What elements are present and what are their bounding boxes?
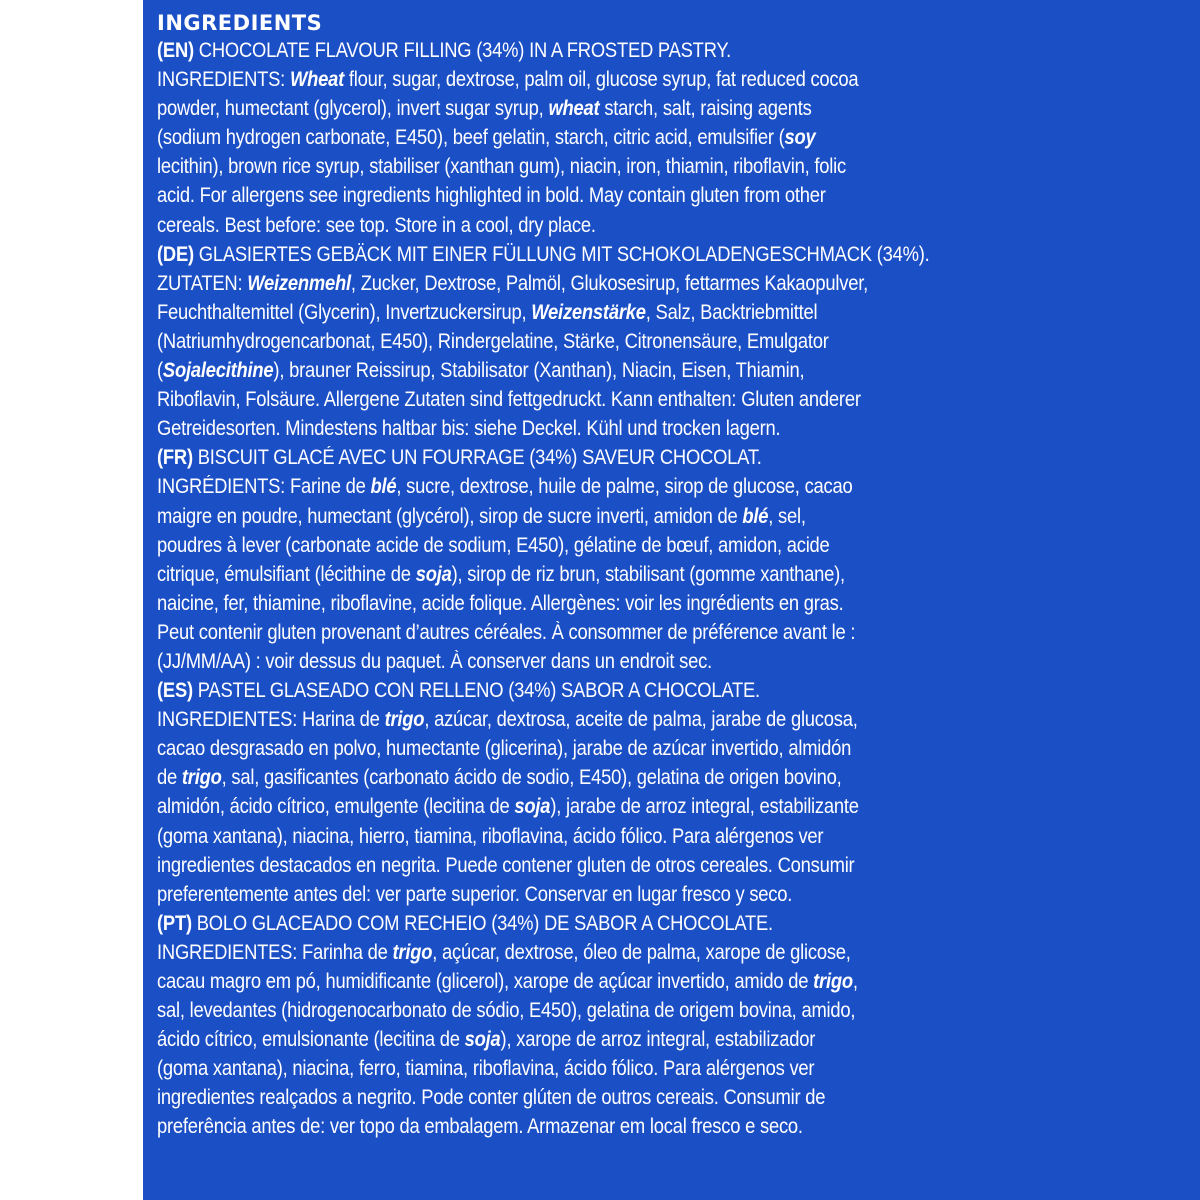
ingredients-line	[157, 472, 1070, 501]
allergen-highlight: Wheat	[289, 68, 344, 92]
ingredients-text-segment: (	[157, 359, 163, 383]
ingredients-text-segment: ), jarabe de arroz integral, estabilizante	[550, 795, 859, 819]
allergen-highlight: Sojalecithine	[162, 359, 274, 383]
ingredients-line	[157, 822, 1070, 851]
ingredients-text-segment: sal, levedantes (hidrogenocarbonato de sódio, E450), gelatina de origem bovina, amido,	[157, 999, 856, 1023]
ingredients-text-segment: almidón, ácido cítrico, emulgente (lecitina de	[157, 795, 515, 819]
ingredients-text-segment: ), sirop de riz brun, stabilisant (gomme xanthane),	[451, 562, 845, 586]
ingredients-line	[157, 1025, 1070, 1054]
allergen-emphasis	[182, 766, 222, 789]
ingredients-text-segment: de	[157, 766, 182, 790]
ingredients-line	[157, 36, 1070, 65]
ingredients-text-segment: INGREDIENTES: Farinha de	[157, 940, 393, 964]
ingredients-text-segment: cacau magro em pó, humidificante (glicerol), xarope de açúcar invertido, amido de	[157, 970, 814, 993]
ingredients-text-segment: Riboflavin, Folsäure. Allergene Zutaten sind fettgedruckt. Kann enthalten: Gluten anderer	[157, 388, 861, 412]
ingredients-line	[157, 356, 1070, 385]
allergen-highlight: wheat	[548, 97, 600, 121]
ingredients-text-segment: flour, sugar, dextrose, palm oil, glucose syrup, fat reduced cocoa	[343, 68, 859, 92]
ingredients-line	[157, 938, 1070, 967]
ingredients-line	[157, 269, 1070, 298]
ingredients-line	[157, 676, 1070, 705]
ingredients-text-segment: poudres à lever (carbonate acide de sodium, E450), gélatine de bœuf, amidon, acide	[157, 533, 830, 557]
ingredients-panel	[143, 0, 1200, 1200]
ingredients-text-segment: (goma xantana), niacina, hierro, tiamina, riboflavina, ácido fólico. Para alérgenos ver	[157, 824, 824, 848]
allergen-highlight: blé	[742, 504, 769, 528]
ingredients-text-segment: preferência antes de: ver topo da embalagem. Armazenar em local fresco e seco.	[157, 1115, 803, 1139]
ingredients-line	[157, 443, 1070, 472]
ingredients-line	[157, 211, 1070, 240]
ingredients-text-segment: INGREDIENTES: Harina de	[157, 708, 385, 732]
ingredients-text-segment: cereals. Best before: see top. Store in a cool, dry place.	[157, 213, 596, 237]
ingredients-text-segment: Peut contenir gluten provenant d’autres céréales. À consommer de préférence avant le :	[157, 620, 856, 644]
ingredients-line	[157, 589, 1070, 618]
ingredients-line	[157, 647, 1070, 676]
allergen-emphasis	[393, 941, 433, 964]
ingredients-line	[157, 94, 1070, 123]
allergen-highlight: Weizenstärke	[531, 300, 646, 324]
ingredients-line	[157, 705, 1070, 734]
ingredients-heading: INGREDIENTS	[157, 11, 323, 35]
ingredients-text-segment: ingredientes destacados en negrita. Puede contener gluten de otros cereales. Consumir	[157, 853, 855, 877]
ingredients-line	[157, 763, 1070, 792]
allergen-emphasis	[548, 97, 599, 120]
ingredients-line	[157, 560, 1070, 589]
language-code-label: (FR)	[157, 446, 193, 470]
allergen-emphasis	[813, 970, 853, 993]
allergen-highlight: trigo	[392, 940, 433, 964]
ingredients-line	[157, 152, 1070, 181]
ingredients-line	[157, 414, 1070, 443]
ingredients-text-segment: (goma xantana), niacina, ferro, tiamina, riboflavina, ácido fólico. Para alérgenos ver	[157, 1057, 815, 1081]
ingredients-text-segment: ZUTATEN:	[157, 271, 248, 295]
ingredients-text-segment: ingredientes realçados a negrito. Pode conter glúten de outros cereais. Consumir de	[157, 1086, 826, 1110]
ingredients-text-segment: naicine, fer, thiamine, riboflavine, acide folique. Allergènes: voir les ingrédients en gras.	[157, 591, 844, 615]
allergen-highlight: soja	[415, 562, 452, 586]
ingredients-text-segment: , açúcar, dextrose, óleo de palma, xarope de glicose,	[432, 940, 851, 964]
ingredients-text-segment: PASTEL GLASEADO CON RELLENO (34%) SABOR A CHOCOLATE.	[192, 679, 760, 703]
ingredients-line	[157, 734, 1070, 763]
language-code-label: (DE)	[157, 242, 194, 266]
ingredients-line	[157, 880, 1070, 909]
ingredients-line	[157, 181, 1070, 210]
ingredients-line	[157, 327, 1070, 356]
allergen-emphasis	[370, 475, 396, 498]
allergen-emphasis	[785, 126, 816, 149]
ingredients-line	[157, 502, 1070, 531]
ingredients-line	[157, 851, 1070, 880]
ingredients-text-segment: , Zucker, Dextrose, Palmöl, Glukosesirup, fettarmes Kakaopulver,	[350, 271, 868, 295]
allergen-emphasis	[163, 359, 274, 382]
ingredients-text-segment: GLASIERTES GEBÄCK MIT EINER FÜLLUNG MIT SCHOKOLADENGESCHMACK (34%).	[193, 242, 930, 266]
ingredients-line	[157, 298, 1070, 327]
allergen-highlight: soja	[464, 1028, 501, 1052]
ingredients-text-segment: cacao desgrasado en polvo, humectante (glicerina), jarabe de azúcar invertido, almidón	[157, 737, 852, 761]
allergen-emphasis	[742, 505, 768, 528]
ingredients-text-segment: Getreidesorten. Mindestens haltbar bis: siehe Deckel. Kühl und trocken lagern.	[157, 417, 781, 441]
ingredients-line	[157, 909, 1070, 938]
allergen-highlight: Weizenmehl	[247, 271, 351, 295]
allergen-emphasis	[416, 563, 452, 586]
ingredients-text-segment: , sucre, dextrose, huile de palme, sirop de glucose, cacao	[396, 475, 853, 499]
ingredients-text-segment: maigre en poudre, humectant (glycérol), sirop de sucre inverti, amidon de	[157, 504, 743, 528]
ingredients-text-segment: INGRÉDIENTS: Farine de	[157, 475, 371, 499]
ingredients-text-segment: (sodium hydrogen carbonate, E450), beef gelatin, starch, citric acid, emulsifier (	[157, 126, 785, 150]
ingredients-line	[157, 792, 1070, 821]
allergen-highlight: blé	[370, 475, 397, 499]
allergen-emphasis	[290, 68, 344, 91]
ingredients-line	[157, 385, 1070, 414]
allergen-emphasis	[385, 708, 425, 731]
ingredients-text	[157, 36, 1200, 1142]
allergen-highlight: trigo	[384, 708, 425, 732]
ingredients-text-segment: CHOCOLATE FLAVOUR FILLING (34%) IN A FROSTED PASTRY.	[193, 39, 731, 62]
ingredients-text-segment: , azúcar, dextrosa, aceite de palma, jarabe de glucosa,	[424, 708, 858, 732]
ingredients-text-segment: (JJ/MM/AA) : voir dessus du paquet. À conserver dans un endroit sec.	[157, 649, 713, 673]
ingredients-text-segment: (Natriumhydrogencarbonat, E450), Rindergelatine, Stärke, Citronensäure, Emulgator	[157, 329, 829, 353]
ingredients-text-segment: , sel,	[768, 504, 806, 528]
ingredients-line	[157, 1112, 1070, 1141]
allergen-highlight: soy	[784, 126, 816, 150]
ingredients-text-segment: lecithin), brown rice syrup, stabiliser (xanthan gum), niacin, iron, thiamin, riboflavin, folic	[157, 155, 846, 179]
ingredients-line	[157, 1054, 1070, 1083]
language-code-label: (EN)	[157, 39, 194, 62]
ingredients-line	[157, 123, 1070, 152]
ingredients-text-segment: BISCUIT GLACÉ AVEC UN FOURRAGE (34%) SAVEUR CHOCOLAT.	[192, 446, 762, 470]
ingredients-line	[157, 240, 1070, 269]
ingredients-text-segment: , Salz, Backtriebmittel	[645, 300, 818, 324]
ingredients-text-segment: starch, salt, raising agents	[599, 97, 812, 121]
ingredients-text-segment: ), xarope de arroz integral, estabilizador	[500, 1028, 816, 1052]
language-code-label: (PT)	[157, 911, 192, 935]
ingredients-text-segment: BOLO GLACEADO COM RECHEIO (34%) DE SABOR A CHOCOLATE.	[191, 911, 773, 935]
ingredients-line	[157, 65, 1070, 94]
ingredients-text-segment: , sal, gasificantes (carbonato ácido de sodio, E450), gelatina de origen bovino,	[221, 766, 842, 790]
allergen-emphasis	[247, 272, 351, 295]
ingredients-text-segment: ), brauner Reissirup, Stabilisator (Xanthan), Niacin, Eisen, Thiamin,	[273, 359, 805, 383]
ingredients-line	[157, 531, 1070, 560]
allergen-highlight: trigo	[813, 970, 853, 993]
ingredients-text-segment: Feuchthaltemittel (Glycerin), Invertzuckersirup,	[157, 300, 532, 324]
allergen-emphasis	[531, 301, 646, 324]
language-code-label: (ES)	[157, 679, 193, 703]
ingredients-text-segment: powder, humectant (glycerol), invert sugar syrup,	[157, 97, 549, 121]
allergen-emphasis	[514, 795, 550, 818]
ingredients-text-segment: preferentemente antes del: ver parte superior. Conservar en lugar fresco y seco.	[157, 882, 793, 906]
ingredients-line	[157, 967, 1070, 996]
allergen-highlight: soja	[514, 795, 551, 819]
ingredients-line	[157, 996, 1070, 1025]
ingredients-line	[157, 618, 1070, 647]
ingredients-text-segment: acid. For allergens see ingredients highlighted in bold. May contain gluten from other	[157, 184, 826, 208]
ingredients-text-segment: INGREDIENTS:	[157, 68, 290, 92]
ingredients-text-segment: ,	[852, 970, 858, 993]
ingredients-text-segment: citrique, émulsifiant (lécithine de	[157, 562, 416, 586]
allergen-emphasis	[465, 1028, 501, 1051]
ingredients-line	[157, 1083, 1070, 1112]
allergen-highlight: trigo	[181, 766, 222, 790]
ingredients-text-segment: ácido cítrico, emulsionante (lecitina de	[157, 1028, 465, 1052]
